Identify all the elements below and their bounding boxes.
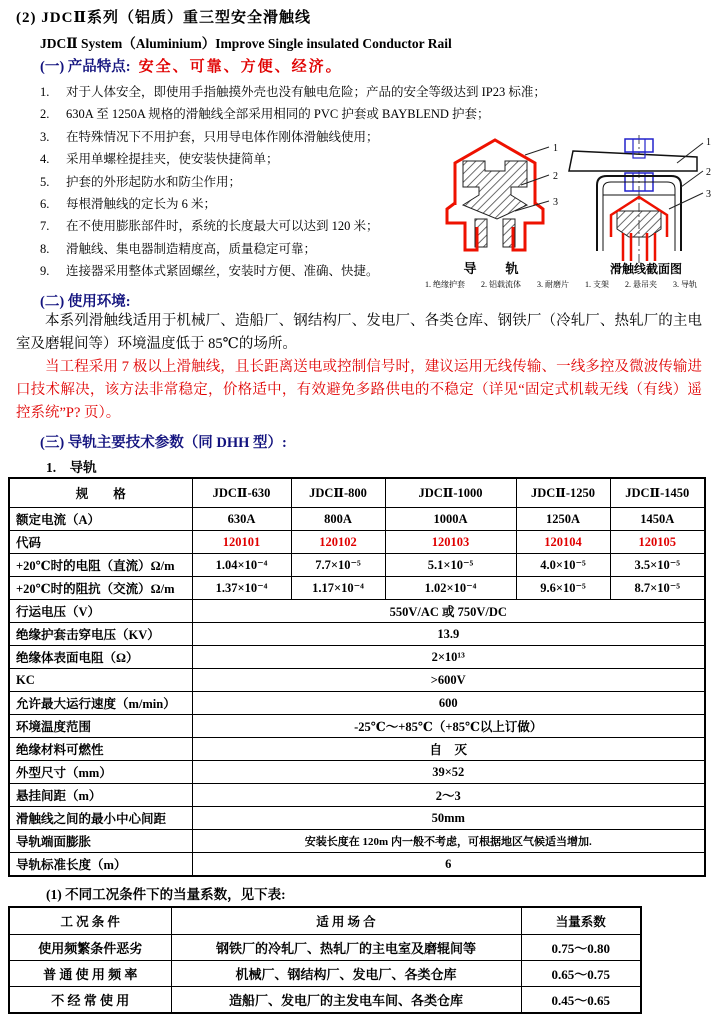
diagram-marker: 3 [706, 189, 711, 200]
value-cell: 9.6×10⁻⁵ [516, 577, 610, 600]
feature-number: 9. [40, 264, 50, 279]
condition-cell: 使用频繁条件恶劣 [9, 935, 171, 961]
feature-number: 5. [40, 174, 50, 189]
equiv-table-head [9, 907, 641, 935]
value-cell: 1000A [385, 508, 516, 531]
coefficient-cell: 0.75～0.80 [521, 935, 641, 961]
table-row [9, 961, 641, 987]
features-heading-label: (一) 产品特点: [40, 59, 131, 75]
main-table-header-cell: JDCⅡ-1450 [610, 478, 705, 508]
value-cell: 120103 [385, 531, 516, 554]
row-label-cell: 导轨标准长度（m） [9, 853, 192, 877]
table-row [9, 623, 705, 646]
main-table-header-cell: JDCⅡ-630 [192, 478, 291, 508]
sheath-outline-left [447, 203, 477, 250]
rail-leg-left [623, 233, 631, 261]
value-cell: 4.0×10⁻⁵ [516, 554, 610, 577]
coefficient-cell: 0.45～0.65 [521, 987, 641, 1014]
main-table-header-row [9, 478, 705, 508]
condition-cell: 普 通 使 用 频 率 [9, 961, 171, 987]
table-row [9, 669, 705, 692]
row-label-cell: 外型尺寸（mm） [9, 761, 192, 784]
diagram-marker: 3 [553, 197, 558, 208]
value-cell: 7.7×10⁻⁵ [291, 554, 385, 577]
span-value-cell: -25℃～+85℃（+85℃以上订做） [192, 715, 705, 738]
value-cell: 1.02×10⁻⁴ [385, 577, 516, 600]
table-row [9, 987, 641, 1014]
main-parameters-table [8, 477, 706, 877]
main-table-header-cell: JDCⅡ-800 [291, 478, 385, 508]
feature-text: 对于人体安全，即使用手指触摸外壳也没有触电危险；产品的安全等级达到 IP23 标准； [66, 85, 546, 99]
value-cell: 120104 [516, 531, 610, 554]
environment-paragraph: 本系列滑触线适用于机械厂、造船厂、钢结构厂、发电厂、各类仓库、钢铁厂（冷轧厂、热轧厂的主电室及磨辊间等）环境温度低于 85℃的场所。 [16, 313, 702, 352]
equiv-table-header-cell: 适 用 场 合 [171, 907, 521, 935]
table-row [9, 554, 705, 577]
row-label-cell: 导轨端面膨胀 [9, 830, 192, 853]
section-heading-parameters: (三) 导轨主要技术参数（同 DHH 型）: [40, 435, 287, 451]
feature-number: 6. [40, 197, 50, 212]
feature-item [40, 81, 546, 103]
occasion-cell: 机械厂、钢结构厂、发电厂、各类仓库 [171, 961, 521, 987]
coefficient-cell: 0.65～0.75 [521, 961, 641, 987]
table-row [9, 935, 641, 961]
section-heading-environment: (二) 使用环境: [40, 294, 131, 310]
table-row [9, 807, 705, 830]
leader-line-2 [681, 171, 703, 187]
span-value-cell: 550V/AC 或 750V/DC [192, 600, 705, 623]
value-cell: 1.37×10⁻⁴ [192, 577, 291, 600]
feature-text: 630A 至 1250A 规格的滑触线全部采用相同的 PVC 护套或 BAYBLEND 护套； [66, 107, 490, 122]
rail-diagram-caption: 导 轨 [463, 261, 527, 276]
condition-cell: 不 经 常 使 用 [9, 987, 171, 1014]
features-heading-red: 安全、可靠、方便、经济。 [138, 59, 343, 75]
section-diagram-legend: 1. 支架 2. 悬吊夹 3. 导轨 [585, 280, 697, 289]
equiv-table-header-cell: 工 况 条 件 [9, 907, 171, 935]
equivalent-coefficient-table [8, 906, 642, 1014]
value-cell: 8.7×10⁻⁵ [610, 577, 705, 600]
feature-number: 7. [40, 219, 50, 234]
table-row [9, 600, 705, 623]
value-cell: 5.1×10⁻⁵ [385, 554, 516, 577]
rail-subheading: 1. 导轨 [46, 460, 97, 475]
page-title: (2) JDCⅡ系列（铝质）重三型安全滑触线 [16, 10, 312, 26]
row-label-cell: 允许最大运行速度（m/min） [9, 692, 192, 715]
row-label-cell: +20℃时的电阻（直流）Ω/m [9, 554, 192, 577]
rail-diagram-legend: 1. 绝缘护套 2. 铝载流体 3. 耐磨片 [425, 280, 569, 289]
feature-number: 8. [40, 241, 50, 256]
value-cell: 120101 [192, 531, 291, 554]
feature-text: 护套的外形起防水和防尘作用； [66, 174, 242, 189]
page-subtitle-en: JDCⅡ System（Aluminium）Improve Single insulated Conductor Rail [40, 36, 452, 51]
value-cell: 120105 [610, 531, 705, 554]
span-value-cell: 6 [192, 853, 705, 877]
leader-line-1 [525, 147, 549, 155]
feature-text: 连接器采用整体式紧固螺丝，安装时方便、准确、快捷。 [66, 264, 379, 279]
row-label-cell: 行运电压（V） [9, 600, 192, 623]
span-value-cell: 600 [192, 692, 705, 715]
value-cell: 1450A [610, 508, 705, 531]
value-cell: 120102 [291, 531, 385, 554]
span-value-cell: 2×10¹³ [192, 646, 705, 669]
value-cell: 1.04×10⁻⁴ [192, 554, 291, 577]
feature-text: 每根滑触线的定长为 6 米； [66, 197, 217, 212]
equiv-table-body [9, 935, 641, 1014]
row-label-cell: 绝缘材料可燃性 [9, 738, 192, 761]
diagram-marker: 1 [706, 137, 711, 148]
equivalent-coefficient-heading: (1) 不同工况条件下的当量系数，见下表: [46, 887, 286, 902]
span-value-cell: 2～3 [192, 784, 705, 807]
section-view-diagram [567, 133, 715, 268]
row-label-cell: 额定电流（A） [9, 508, 192, 531]
table-row [9, 761, 705, 784]
row-label-cell: 代码 [9, 531, 192, 554]
row-label-cell: 悬挂间距（m） [9, 784, 192, 807]
value-cell: 1250A [516, 508, 610, 531]
table-row [9, 646, 705, 669]
advice-paragraph-red: 当工程采用 7 极以上滑触线，且长距离送电或控制信号时，建议运用无线传输、一线多控及微波传输进口技术解决，该方法非常稳定，价格适中，有效避免多路供电的不稳定（详见“固定式机载无线（有线）遥控系统”P? 页）。 [16, 359, 702, 421]
feature-number: 2. [40, 107, 50, 122]
feature-number: 3. [40, 129, 50, 144]
table-row [9, 715, 705, 738]
value-cell: 800A [291, 508, 385, 531]
occasion-cell: 钢铁厂的冷轧厂、热轧厂的主电室及磨辊间等 [171, 935, 521, 961]
value-cell: 1.17×10⁻⁴ [291, 577, 385, 600]
table-row [9, 853, 705, 877]
feature-text: 在特殊情况下不用护套，只用导电体作刚体滑触线使用； [66, 129, 379, 144]
feature-item [40, 103, 510, 125]
diagram-marker: 2 [553, 171, 558, 182]
rail-profile-diagram [427, 133, 563, 258]
row-label-cell: +20℃时的阻抗（交流）Ω/m [9, 577, 192, 600]
row-label-cell: 滑触线之间的最小中心间距 [9, 807, 192, 830]
rail-leg-right [647, 233, 655, 261]
occasion-cell: 造船厂、发电厂的主发电车间、各类仓库 [171, 987, 521, 1014]
equiv-table-header-cell: 当量系数 [521, 907, 641, 935]
diagram-marker: 2 [706, 167, 711, 178]
table-row [9, 577, 705, 600]
table-row [9, 531, 705, 554]
feature-number: 4. [40, 152, 50, 167]
value-cell: 3.5×10⁻⁵ [610, 554, 705, 577]
span-value-cell: 39×52 [192, 761, 705, 784]
feature-text: 在不使用膨胀部件时，系统的长度最大可以达到 120 米； [66, 219, 379, 234]
row-label-cell: 环境温度范围 [9, 715, 192, 738]
diagram-legend [425, 279, 715, 290]
table-row [9, 738, 705, 761]
feature-number: 1. [40, 85, 50, 99]
diagram-marker: 1 [553, 143, 558, 154]
diagram-block [425, 133, 715, 303]
span-value-cell: 50mm [192, 807, 705, 830]
feature-text: 滑触线、集电器制造精度高，质量稳定可靠； [66, 241, 317, 256]
span-value-cell: 自 灭 [192, 738, 705, 761]
value-cell: 630A [192, 508, 291, 531]
table-row [9, 508, 705, 531]
section-heading-features [40, 55, 343, 76]
section-diagram-caption: 滑触线截面图 [609, 262, 682, 276]
span-value-cell: >600V [192, 669, 705, 692]
row-label-cell: 绝缘体表面电阻（Ω） [9, 646, 192, 669]
table-row [9, 784, 705, 807]
row-label-cell: KC [9, 669, 192, 692]
table-row [9, 830, 705, 853]
main-table-body [9, 508, 705, 877]
main-table-header-cell: JDCⅡ-1250 [516, 478, 610, 508]
equiv-table-header-row [9, 907, 641, 935]
span-value-cell: 13.9 [192, 623, 705, 646]
feature-text: 采用单螺栓提挂夹，使安装快捷简单； [66, 152, 279, 167]
main-table-header-cell: JDCⅡ-1000 [385, 478, 516, 508]
table-row [9, 692, 705, 715]
row-label-cell: 绝缘护套击穿电压（KV） [9, 623, 192, 646]
main-table-head [9, 478, 705, 508]
span-value-cell: 安装长度在 120m 内一般不考虑，可根据地区气候适当增加. [192, 830, 705, 853]
main-table-header-cell: 规 格 [9, 478, 192, 508]
